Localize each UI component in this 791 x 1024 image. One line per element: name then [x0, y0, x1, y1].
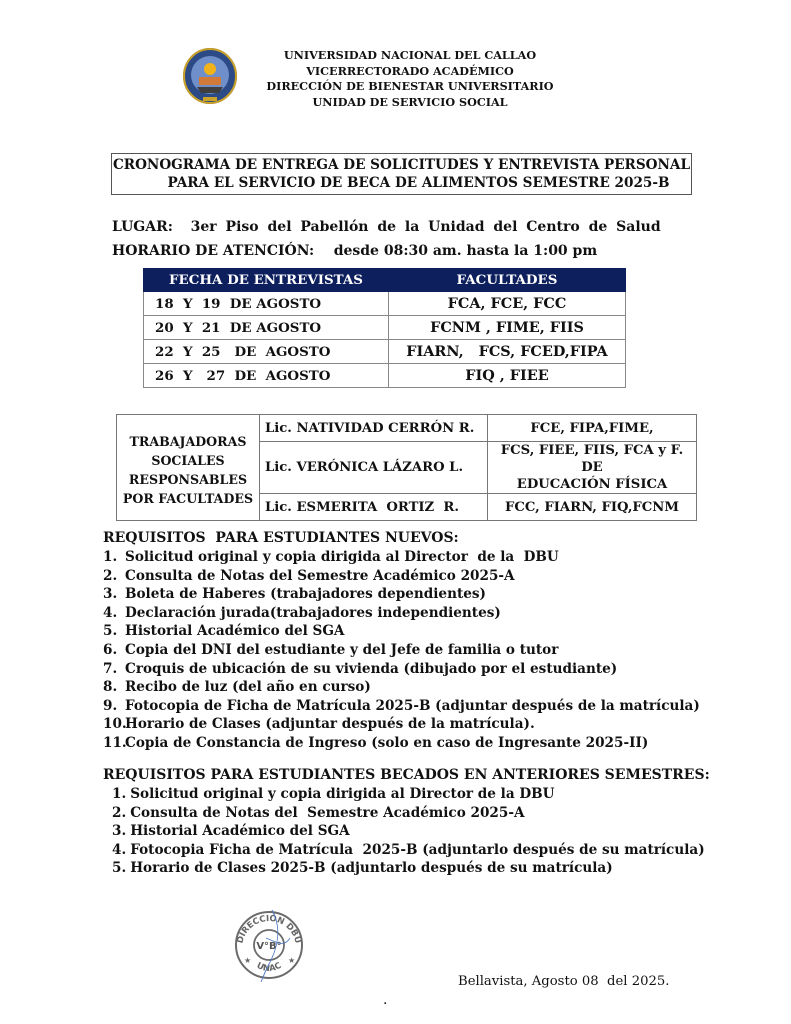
list-item: 2. Consulta de Notas del Semestre Académico 2025-A	[103, 567, 515, 584]
interview-date: 18 Y 19 DE AGOSTO	[144, 292, 389, 316]
svg-text:DIRECCIÓN DBU	[235, 912, 302, 945]
header-line-direccion: DIRECCIÓN DE BIENESTAR UNIVERSITARIO	[266, 79, 554, 93]
social-workers-role-label	[117, 415, 260, 521]
returning-students-requirements-list	[112, 785, 705, 878]
place-and-date: Bellavista, Agosto 08 del 2025.	[458, 974, 670, 989]
list-item: 2. Consulta de Notas del Semestre Académico 2025-A	[112, 804, 525, 821]
list-item: 4. Declaración jurada(trabajadores independientes)	[103, 604, 501, 621]
title-line-1: CRONOGRAMA DE ENTREGA DE SOLICITUDES Y ENTREVISTA PERSONAL	[112, 157, 691, 173]
list-item: 7. Croquis de ubicación de su vivienda (dibujado por el estudiante)	[103, 660, 618, 677]
header-line-unidad: UNIDAD DE SERVICIO SOCIAL	[312, 94, 508, 109]
social-worker-name: Lic. VERÓNICA LÁZARO L.	[260, 442, 488, 494]
column-header-date: FECHA DE ENTREVISTAS	[144, 269, 389, 292]
document-title-box	[111, 153, 692, 195]
stamp-top-text: DIRECCIÓN DBU	[235, 913, 303, 945]
social-worker-name: Lic. ESMERITA ORTIZ R.	[260, 494, 488, 521]
list-item: 10.Horario de Clases (adjuntar después de la matrícula).	[103, 716, 535, 733]
interview-date: 20 Y 21 DE AGOSTO	[144, 316, 389, 340]
interview-faculties: FIARN, FCS, FCED,FIPA	[389, 340, 626, 364]
table-row	[117, 415, 697, 442]
header-line-vicerrectorado: VICERRECTORADO ACADÉMICO	[306, 63, 514, 78]
role-line: SOCIALES	[151, 452, 225, 468]
role-line: TRABAJADORAS	[129, 433, 247, 449]
list-item: 3. Boleta de Haberes (trabajadores dependientes)	[103, 586, 486, 603]
trailing-dot: .	[383, 992, 388, 1008]
list-item: 3. Historial Académico del SGA	[112, 823, 350, 840]
list-item: 4. Fotocopia Ficha de Matrícula 2025-B (adjuntarlo después de su matrícula)	[112, 841, 705, 858]
list-item: 9. Fotocopia de Ficha de Matrícula 2025-B (adjuntar después de la matrícula)	[103, 697, 700, 714]
list-item: 5. Historial Académico del SGA	[103, 623, 345, 640]
list-item: 8. Recibo de luz (del año en curso)	[103, 679, 371, 696]
social-worker-faculties: FCC, FIARN, FIQ,FCNM	[488, 494, 697, 521]
returning-students-requirements-title: REQUISITOS PARA ESTUDIANTES BECADOS EN ANTERIORES SEMESTRES:	[103, 767, 710, 783]
svg-text:★: ★	[288, 956, 296, 965]
table-row	[144, 292, 626, 316]
interview-schedule-table	[143, 268, 626, 388]
role-line: POR FACULTADES	[122, 490, 254, 506]
interview-faculties: FCNM , FIME, FIIS	[389, 316, 626, 340]
title-line-2: PARA EL SERVICIO DE BECA DE ALIMENTOS SEMESTRE 2025-B	[167, 175, 670, 191]
table-row	[144, 340, 626, 364]
new-students-requirements-title: REQUISITOS PARA ESTUDIANTES NUEVOS:	[103, 530, 459, 546]
svg-text:UNAC	[255, 961, 283, 974]
social-workers-table	[116, 414, 697, 521]
interview-date: 22 Y 25 DE AGOSTO	[144, 340, 389, 364]
table-header-row	[144, 269, 626, 292]
social-worker-faculties: FCS, FIEE, FIIS, FCA y F. DE EDUCACIÓN FÍSICA	[488, 442, 697, 494]
list-item: 5. Horario de Clases 2025-B (adjuntarlo después de su matrícula)	[112, 860, 613, 877]
table-row	[144, 364, 626, 388]
schedule-hours-info: HORARIO DE ATENCIÓN: desde 08:30 am. hasta la 1:00 pm	[112, 243, 598, 259]
svg-text:★: ★	[244, 956, 252, 965]
list-item: 1. Solicitud original y copia dirigida al Director de la DBU	[103, 549, 559, 565]
list-item: 6. Copia del DNI del estudiante y del Jefe de familia o tutor	[103, 641, 559, 658]
stamp-center-text: V°B°	[256, 941, 282, 952]
stamp-bottom-text: UNAC	[254, 960, 284, 975]
social-worker-name: Lic. NATIVIDAD CERRÓN R.	[260, 415, 488, 442]
table-row	[144, 316, 626, 340]
interview-date: 26 Y 27 DE AGOSTO	[144, 364, 389, 388]
role-line: RESPONSABLES	[128, 471, 248, 487]
location-info: LUGAR: 3er Piso del Pabellón de la Unidad del Centro de Salud	[112, 219, 661, 235]
institution-header	[200, 48, 620, 110]
social-worker-faculties: FCE, FIPA,FIME,	[488, 415, 697, 442]
interview-faculties: FIQ , FIEE	[389, 364, 626, 388]
list-item: 11.Copia de Constancia de Ingreso (solo en caso de Ingresante 2025-II)	[103, 734, 649, 751]
list-item: 1. Solicitud original y copia dirigida al Director de la DBU	[112, 786, 555, 802]
interview-faculties: FCA, FCE, FCC	[389, 292, 626, 316]
new-students-requirements-list	[103, 548, 700, 753]
column-header-faculties: FACULTADES	[389, 269, 626, 292]
approval-stamp-icon	[232, 908, 306, 982]
header-line-university: UNIVERSIDAD NACIONAL DEL CALLAO	[283, 48, 537, 62]
